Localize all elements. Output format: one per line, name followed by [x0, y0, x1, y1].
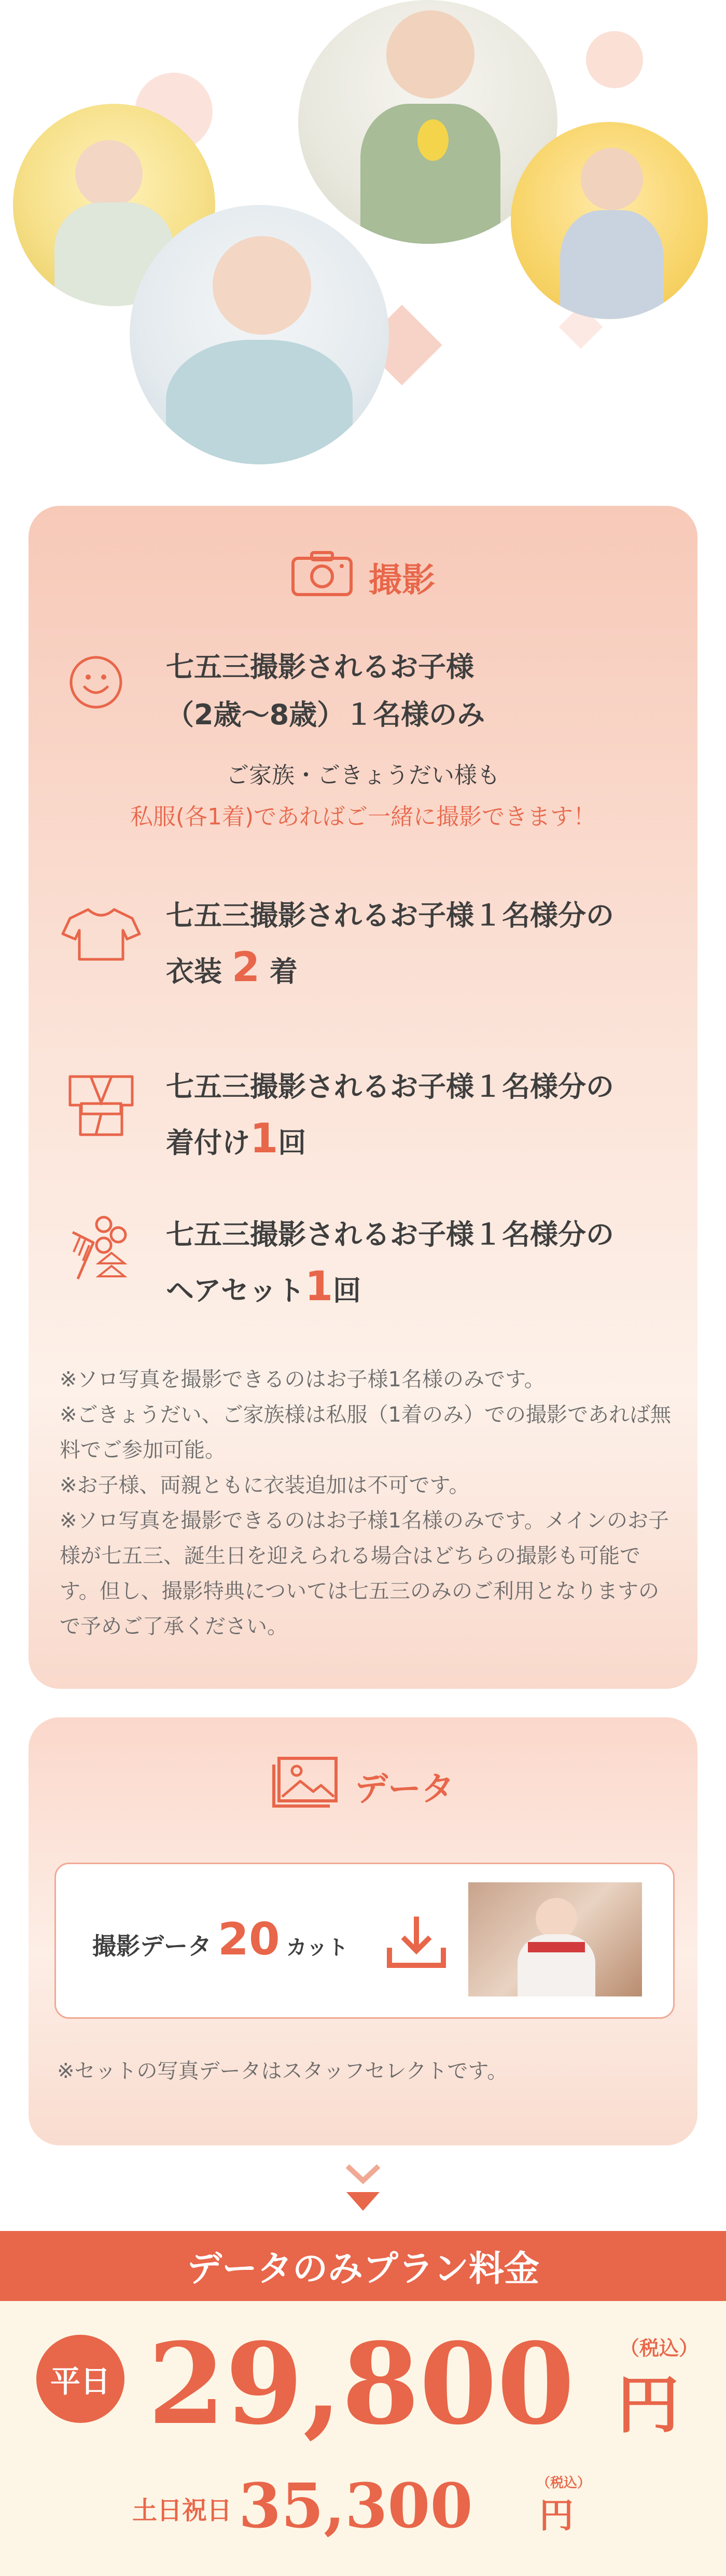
data-count-suffix: カット — [286, 1936, 348, 1960]
feature-dressing — [29, 1061, 697, 1165]
data-box — [54, 1863, 675, 2019]
feature-dressing-number: 1 — [250, 1115, 278, 1162]
photo-collage — [0, 0, 726, 498]
chevron-down-icon — [342, 2161, 384, 2220]
shooting-title — [29, 550, 697, 605]
weekday-price: 29,800 — [148, 2318, 575, 2449]
feature-hair-line1: 七五三撮影されるお子様１名様分の — [166, 1218, 614, 1251]
price-area — [0, 2301, 726, 2576]
data-note: ※セットの写真データはスタッフセレクトです。 — [57, 2059, 508, 2083]
feature-costume-line2 — [166, 942, 614, 998]
feature-costume-suffix: 着 — [269, 955, 298, 988]
hair-comb-icon — [67, 1211, 140, 1286]
smile-icon — [67, 654, 124, 713]
feature-dressing-line1: 七五三撮影されるお子様１名様分の — [166, 1070, 614, 1103]
download-icon — [385, 1913, 448, 1973]
data-title-text: データ — [355, 1770, 454, 1809]
family-note — [29, 755, 697, 838]
shooting-title-text: 撮影 — [369, 561, 435, 600]
feature-costume-number: 2 — [231, 944, 260, 991]
feature-dressing-prefix: 着付け — [166, 1126, 250, 1159]
child-photo-fan — [511, 122, 708, 319]
child-photo-girl — [130, 205, 389, 464]
feature-costume — [29, 890, 697, 994]
feature-costume-line1: 七五三撮影されるお子様１名様分の — [166, 899, 614, 932]
image-icon — [272, 1756, 339, 1816]
holiday-tax-label: （税込） — [537, 2475, 591, 2491]
data-card — [29, 1717, 697, 2145]
holiday-price: 35,300 — [239, 2470, 473, 2542]
decor-circle — [586, 31, 643, 88]
feature-costume-prefix: 衣装 — [166, 955, 222, 988]
data-count — [92, 1913, 348, 1965]
camera-icon — [291, 550, 353, 605]
child-eligibility-line2: （2歳〜8歳）１名様のみ — [166, 698, 485, 731]
feature-hair-number: 1 — [304, 1263, 333, 1310]
weekday-unit: 円 — [617, 2370, 679, 2442]
weekday-badge: 平日 — [36, 2335, 124, 2423]
family-note-line2: 私服(各1着)であればご一緒に撮影できます！ — [130, 804, 596, 830]
plan-title: データのみプラン料金 — [0, 2231, 726, 2301]
feature-hair — [29, 1209, 697, 1313]
kimono-icon — [65, 1066, 137, 1141]
data-title — [29, 1756, 697, 1816]
shooting-card — [29, 506, 697, 1689]
family-note-line1: ご家族・ごきょうだい様も — [226, 762, 500, 789]
feature-hair-line2 — [166, 1261, 614, 1317]
shooting-notes: ※ソロ写真を撮影できるのはお子様1名様のみです。 ※ごきょうだい、ご家族様は私服（1着のみ）での撮影であれば無料でご参加可能。 ※お子様、両親ともに衣装追加は不可です。 ※ソロ写真を撮影できるのはお子様1名様のみです。メインのお子様が七五三、誕生日を迎えられる場合はどちらの撮影も可能です。但し、撮影特典については七五三のみのご利用となりますので予めご了承ください。 — [60, 1368, 671, 1638]
shirt-icon — [60, 905, 143, 965]
feature-dressing-suffix: 回 — [278, 1126, 306, 1159]
sample-photo — [468, 1882, 642, 1996]
data-count-number: 20 — [218, 1913, 280, 1965]
tax-label: （税込） — [620, 2337, 699, 2360]
holiday-unit: 円 — [539, 2496, 574, 2536]
holiday-label: 土日祝日 — [132, 2496, 232, 2525]
child-eligibility-line1: 七五三撮影されるお子様 — [166, 651, 474, 683]
feature-hair-suffix: 回 — [333, 1274, 361, 1307]
data-count-prefix: 撮影データ — [92, 1932, 212, 1960]
feature-hair-prefix: ヘアセット — [166, 1274, 305, 1307]
feature-dressing-line2 — [166, 1113, 614, 1169]
child-eligibility — [166, 643, 485, 739]
